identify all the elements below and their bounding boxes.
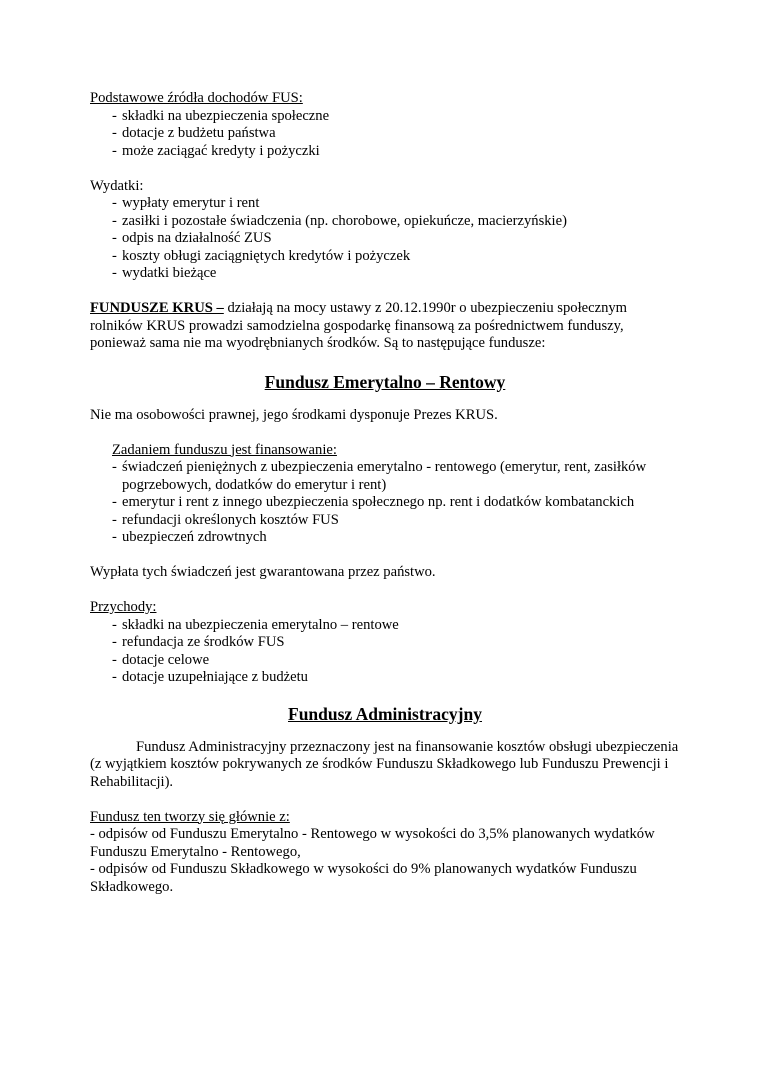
fa-intro: Fundusz Administracyjny przeznaczony jest na finansowanie kosztów obsługi ubezpieczenia (z wyjątkiem kosztów pokrywanych ze środków Funduszu Składkowego lub Funduszu Prewencji i Rehabilitacji). — [90, 738, 679, 790]
list-item: - składki na ubezpieczenia społeczne — [90, 108, 680, 126]
fus-income-list — [90, 108, 680, 161]
fer-income-list — [90, 617, 680, 687]
list-item: - refundacji określonych kosztów FUS — [90, 512, 680, 530]
list-item: - ubezpieczeń zdrowtnych — [90, 529, 680, 547]
krus-text: działają na mocy ustawy z 20.12.1990r o ubezpieczeniu społecznym rolników KRUS prowadzi samodzielna gospodarkę finansową za pośrednictwem funduszy, ponieważ sama nie ma wyodrębnianych środków. Są to następujące fundusze: — [90, 300, 628, 351]
list-item: - wydatki bieżące — [90, 265, 680, 283]
fer-title: Fundusz Emerytalno – Rentowy — [264, 371, 506, 392]
krus-label: FUNDUSZE KRUS – — [90, 300, 224, 316]
fus-income-heading: Podstawowe źródła dochodów FUS: — [90, 90, 303, 106]
fer-guarantee: Wypłata tych świadczeń jest gwarantowana przez państwo. — [90, 564, 436, 580]
expenses-list — [90, 195, 680, 283]
list-item: - może zaciągać kredyty i pożyczki — [90, 143, 680, 161]
list-item: - dotacje celowe — [90, 652, 680, 670]
fa-source-1: - odpisów od Funduszu Emerytalno - Rentowego w wysokości do 3,5% planowanych wydatków Funduszu Emerytalno - Rentowego, — [90, 826, 655, 860]
list-item: - refundacja ze środków FUS — [90, 634, 680, 652]
list-item: - koszty obługi zaciągniętych kredytów i pożyczek — [90, 248, 680, 266]
fer-task-heading: Zadaniem funduszu jest finansowanie: — [112, 441, 337, 458]
list-item: - odpis na działalność ZUS — [90, 230, 680, 248]
fer-task-list — [90, 459, 680, 547]
document-page — [90, 90, 680, 896]
fa-source-2: - odpisów od Funduszu Składkowego w wysokości do 9% planowanych wydatków Funduszu Składkowego. — [90, 861, 637, 895]
list-item: - składki na ubezpieczenia emerytalno – rentowe — [90, 617, 680, 635]
fer-intro: Nie ma osobowości prawnej, jego środkami dysponuje Prezes KRUS. — [90, 406, 498, 423]
list-item: - emerytur i rent z innego ubezpieczenia społecznego np. rent i dodatków kombatanckich — [90, 494, 680, 512]
expenses-heading: Wydatki: — [90, 177, 144, 194]
list-item: - wypłaty emerytur i rent — [90, 195, 680, 213]
fer-income-heading: Przychody: — [90, 599, 157, 615]
list-item: - świadczeń pieniężnych z ubezpieczenia emerytalno - rentowego (emerytur, rent, zasiłków pogrzebowych, dodatków do emerytur i rent) — [90, 459, 680, 494]
list-item: - dotacje z budżetu państwa — [90, 125, 680, 143]
fa-sources-heading: Fundusz ten tworzy się głównie z: — [90, 808, 290, 825]
list-item: - dotacje uzupełniające z budżetu — [90, 669, 680, 687]
krus-paragraph — [90, 300, 680, 353]
fa-title: Fundusz Administracyjny — [288, 703, 482, 724]
list-item: - zasiłki i pozostałe świadczenia (np. chorobowe, opiekuńcze, macierzyńskie) — [90, 213, 680, 231]
